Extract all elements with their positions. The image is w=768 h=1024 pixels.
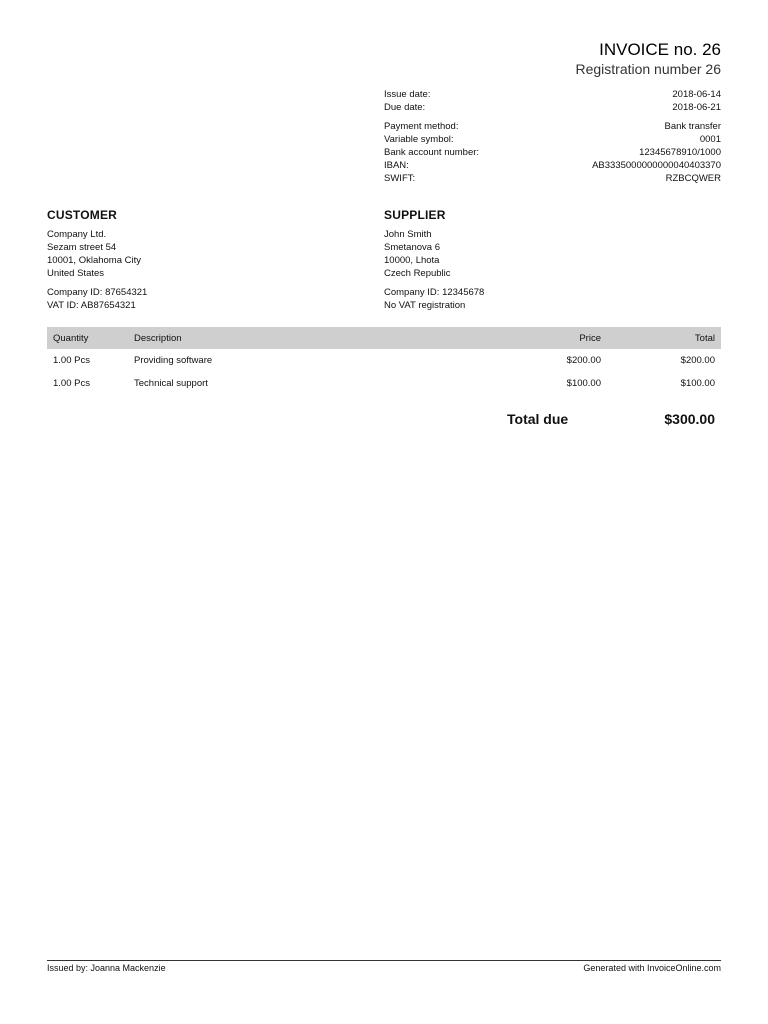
meta-row-payment-method [384,120,721,133]
customer-company-id: Company ID: 87654321 [47,287,148,298]
column-header-price: Price [579,332,601,344]
supplier-vat-status: No VAT registration [384,300,466,311]
meta-row-iban [384,159,721,172]
issued-by: Issued by: Joanna Mackenzie [47,963,166,973]
column-header-total: Total [694,332,715,344]
item-description: Technical support [134,378,208,389]
item-total: $200.00 [680,355,715,366]
item-price: $200.00 [566,355,601,366]
invoice-title: INVOICE no. 26 [599,40,721,59]
supplier-name: John Smith [384,229,432,240]
meta-row-variable-symbol [384,133,721,146]
meta-row-due-date [384,101,721,114]
items-header-row [47,327,721,349]
item-description: Providing software [134,355,213,366]
table-row [47,372,721,395]
invoice-meta [384,88,721,185]
meta-value: 0001 [699,134,721,145]
meta-value: Bank transfer [664,121,721,132]
generator-credit: Generated with InvoiceOnline.com [583,963,721,973]
meta-label: Variable symbol: [384,134,454,145]
meta-value: 12345678910/1000 [639,147,721,158]
meta-label: SWIFT: [384,173,416,184]
total-due-label: Total due [507,411,569,427]
item-quantity: 1.00 Pcs [53,378,90,389]
item-quantity: 1.00 Pcs [53,355,90,366]
customer-heading: CUSTOMER [47,208,118,222]
supplier-company-id: Company ID: 12345678 [384,287,485,298]
customer-vat-id: VAT ID: AB87654321 [47,300,136,311]
supplier-country: Czech Republic [384,268,451,279]
meta-row-bank-account [384,146,721,159]
meta-label: Bank account number: [384,147,480,158]
column-header-description: Description [134,332,182,344]
customer-details [47,228,147,312]
item-total: $100.00 [680,378,715,389]
customer-city: 10001, Oklahoma City [47,255,141,266]
registration-number: Registration number 26 [575,61,721,77]
column-header-quantity: Quantity [53,332,89,344]
total-due-value: $300.00 [664,411,715,427]
meta-value: AB3335000000000040403370 [592,160,721,171]
meta-value: 2018-06-21 [672,102,721,113]
meta-label: Due date: [384,102,426,113]
meta-row-swift [384,172,721,185]
supplier-heading: SUPPLIER [384,208,446,222]
customer-name: Company Ltd. [47,229,107,240]
meta-row-issue-date [384,88,721,101]
customer-street: Sezam street 54 [47,242,117,253]
table-row [47,349,721,372]
meta-label: Payment method: [384,121,459,132]
invoice-header [575,40,721,78]
meta-value: 2018-06-14 [672,89,721,100]
page-footer [47,960,721,973]
item-price: $100.00 [566,378,601,389]
supplier-city: 10000, Lhota [384,255,440,266]
customer-country: United States [47,268,105,279]
supplier-details [384,228,484,312]
meta-value: RZBCQWER [665,173,721,184]
items-table [47,327,721,395]
meta-label: Issue date: [384,89,431,100]
supplier-street: Smetanova 6 [384,242,440,253]
meta-label: IBAN: [384,160,409,171]
